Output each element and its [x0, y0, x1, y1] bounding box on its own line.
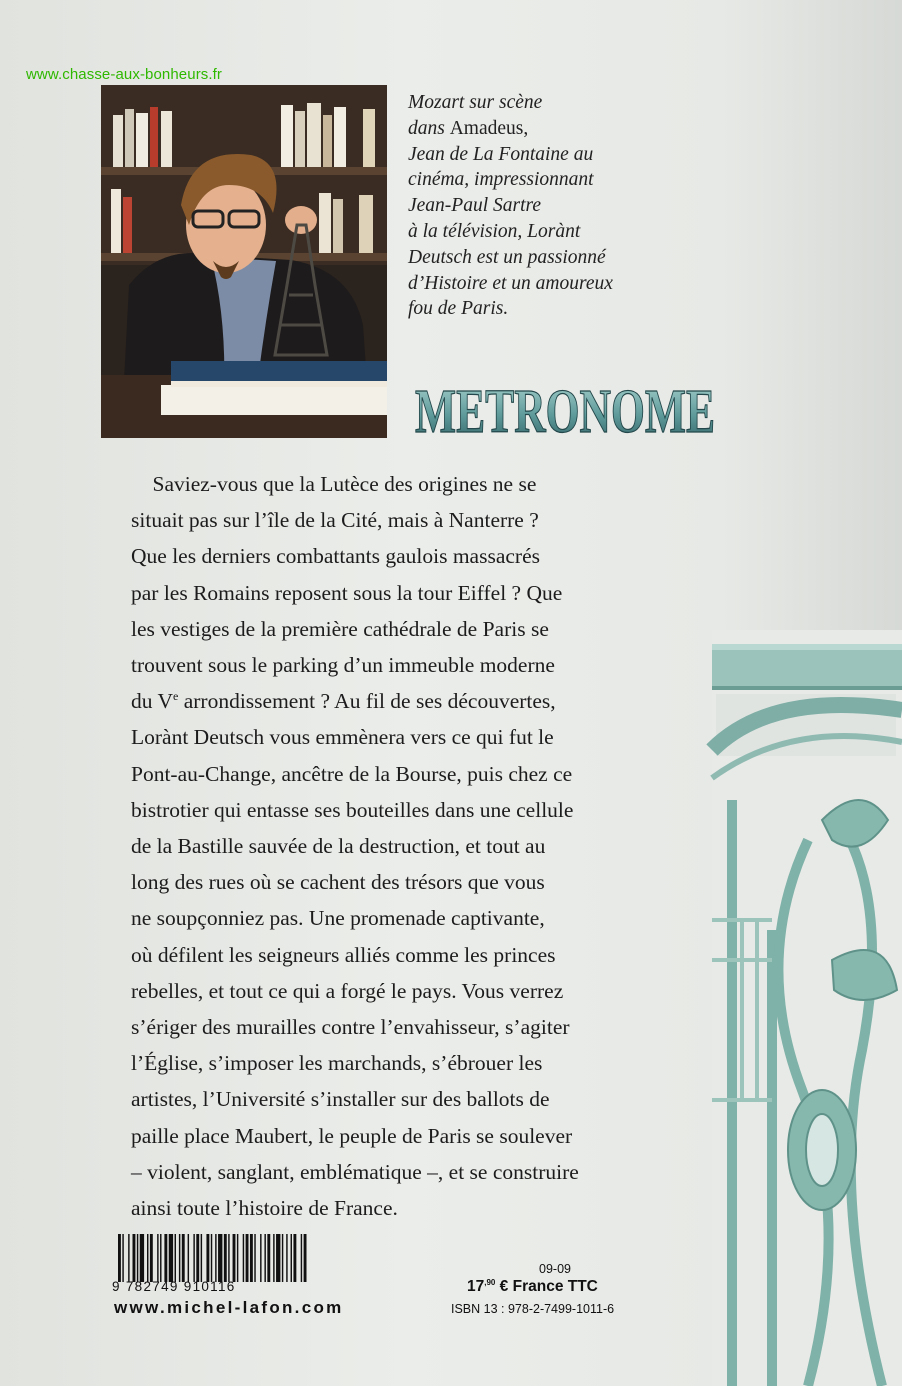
barcode-bar	[237, 1234, 238, 1282]
barcode-bar	[233, 1234, 236, 1282]
barcode-bar	[293, 1234, 296, 1282]
barcode-bar	[137, 1234, 138, 1282]
barcode-bar	[196, 1234, 199, 1282]
barcode-bar	[128, 1234, 129, 1282]
barcode-bar	[267, 1234, 270, 1282]
summary-line: les vestiges de la première cathédrale de Paris se	[131, 616, 549, 641]
summary-line: par les Romains reposent sous la tour Eiffel ? Que	[131, 580, 563, 605]
summary-line: ainsi toute l’histoire de France.	[131, 1196, 398, 1221]
barcode-bar	[228, 1234, 229, 1282]
intro-line	[408, 116, 648, 142]
barcode-bar	[286, 1234, 287, 1282]
amadeus-title: Amadeus,	[449, 117, 529, 139]
summary-line: artistes, l’Université s’installer sur des ballots de	[131, 1087, 550, 1112]
metro-gate-illustration	[712, 630, 902, 1386]
intro-line: Mozart sur scène	[408, 92, 543, 113]
summary-line: l’Église, s’imposer les marchands, s’ébrouer les	[131, 1051, 543, 1076]
summary-line: Pont-au-Change, ancêtre de la Bourse, puis chez ce	[131, 761, 573, 786]
barcode-bar	[150, 1234, 153, 1282]
intro-line: Deutsch est un passionné	[408, 246, 606, 268]
intro-line: d’Histoire et un amoureux	[408, 272, 613, 294]
barcode-bar	[122, 1234, 123, 1282]
summary-line: s’ériger des murailles contre l’envahisseur, s’agiter	[131, 1015, 570, 1040]
summary-line: de la Bastille sauvée de la destruction, et tout au	[131, 834, 546, 859]
barcode-bar	[243, 1234, 244, 1282]
summary-line: Saviez-vous que la Lutèce des origines ne se	[152, 472, 537, 496]
barcode-bar	[182, 1234, 185, 1282]
summary-line: Lorànt Deutsch vous emmènera vers ce qui fut le	[131, 725, 554, 750]
isbn: ISBN 13 : 978-2-7499-1011-6	[451, 1302, 615, 1316]
barcode-bar	[169, 1234, 173, 1282]
summary-line: long des rues où se cachent des trésors que vous	[131, 870, 545, 895]
summary-line: trouvent sous le parking d’un immeuble moderne	[131, 653, 555, 678]
summary-line: du Ve arrondissement ? Au fil de ses découvertes,	[131, 689, 556, 714]
print-code: 09-09	[539, 1262, 571, 1276]
barcode-bar	[250, 1234, 253, 1282]
barcode-bar	[164, 1234, 167, 1282]
author-intro	[408, 90, 648, 322]
summary-line: situait pas sur l’île de la Cité, mais à Nanterre ?	[131, 508, 539, 533]
metronome-logo	[404, 362, 726, 452]
summary-line: où défilent les seigneurs alliés comme les princes	[131, 942, 556, 967]
barcode-bar	[282, 1234, 283, 1282]
summary-line: – violent, sanglant, emblématique –, et se construire	[131, 1159, 579, 1184]
summary-line: rebelles, et tout ce qui a forgé le pays. Vous verrez	[131, 978, 564, 1003]
intro-line: Jean de La Fontaine au	[408, 143, 594, 165]
summary-line: Que les derniers combattants gaulois massacrés	[131, 544, 540, 569]
barcode-bar	[260, 1234, 261, 1282]
publisher-website[interactable]: www.michel-lafon.com	[114, 1298, 344, 1317]
barcode-bar	[206, 1234, 209, 1282]
barcode-bar	[147, 1234, 148, 1282]
barcode-bar	[246, 1234, 249, 1282]
logo-text: METRONOME	[415, 378, 715, 446]
intro-line-start: dans	[408, 117, 450, 139]
barcode-bar	[160, 1234, 161, 1282]
summary-text	[131, 466, 643, 1226]
barcode-bar	[193, 1234, 194, 1282]
summary-line: bistrotier qui entasse ses bouteilles dans une cellule	[131, 797, 574, 822]
watermark-url[interactable]: www.chasse-aux-bonheurs.fr	[26, 66, 223, 83]
barcode-bar	[140, 1234, 144, 1282]
price-cents: ,90	[484, 1278, 496, 1287]
summary-line: ne soupçonniez pas. Une promenade captivante,	[131, 906, 545, 931]
barcode-bar	[224, 1234, 227, 1282]
barcode-number: 9 782749 910116	[112, 1279, 236, 1294]
barcode-bar	[264, 1234, 265, 1282]
author-photo	[101, 85, 387, 438]
barcode-bar	[215, 1234, 216, 1282]
superscript: e	[173, 689, 179, 704]
barcode-bar	[179, 1234, 180, 1282]
intro-line: fou de Paris.	[408, 298, 509, 320]
barcode-bar	[291, 1234, 292, 1282]
barcode-bar	[254, 1234, 255, 1282]
barcode-bar	[301, 1234, 302, 1282]
barcode	[116, 1234, 388, 1282]
barcode-bar	[175, 1234, 176, 1282]
barcode-bar	[304, 1234, 307, 1282]
intro-line: à la télévision, Lorànt	[408, 220, 581, 242]
summary-line: paille place Maubert, le peuple de Paris se soulever	[131, 1123, 573, 1148]
barcode-bar	[133, 1234, 136, 1282]
barcode-bar	[211, 1234, 212, 1282]
barcode-bar	[201, 1234, 202, 1282]
barcode-bar	[218, 1234, 222, 1282]
barcode-bar	[273, 1234, 274, 1282]
barcode-bar	[157, 1234, 158, 1282]
intro-line: Jean-Paul Sartre	[408, 195, 542, 217]
barcode-bar	[276, 1234, 280, 1282]
barcode-bar	[188, 1234, 189, 1282]
price: $17^{,90}$ € France TTC	[467, 1278, 598, 1295]
intro-line: cinéma, impressionnant	[408, 169, 594, 191]
barcode-bar	[118, 1234, 121, 1282]
